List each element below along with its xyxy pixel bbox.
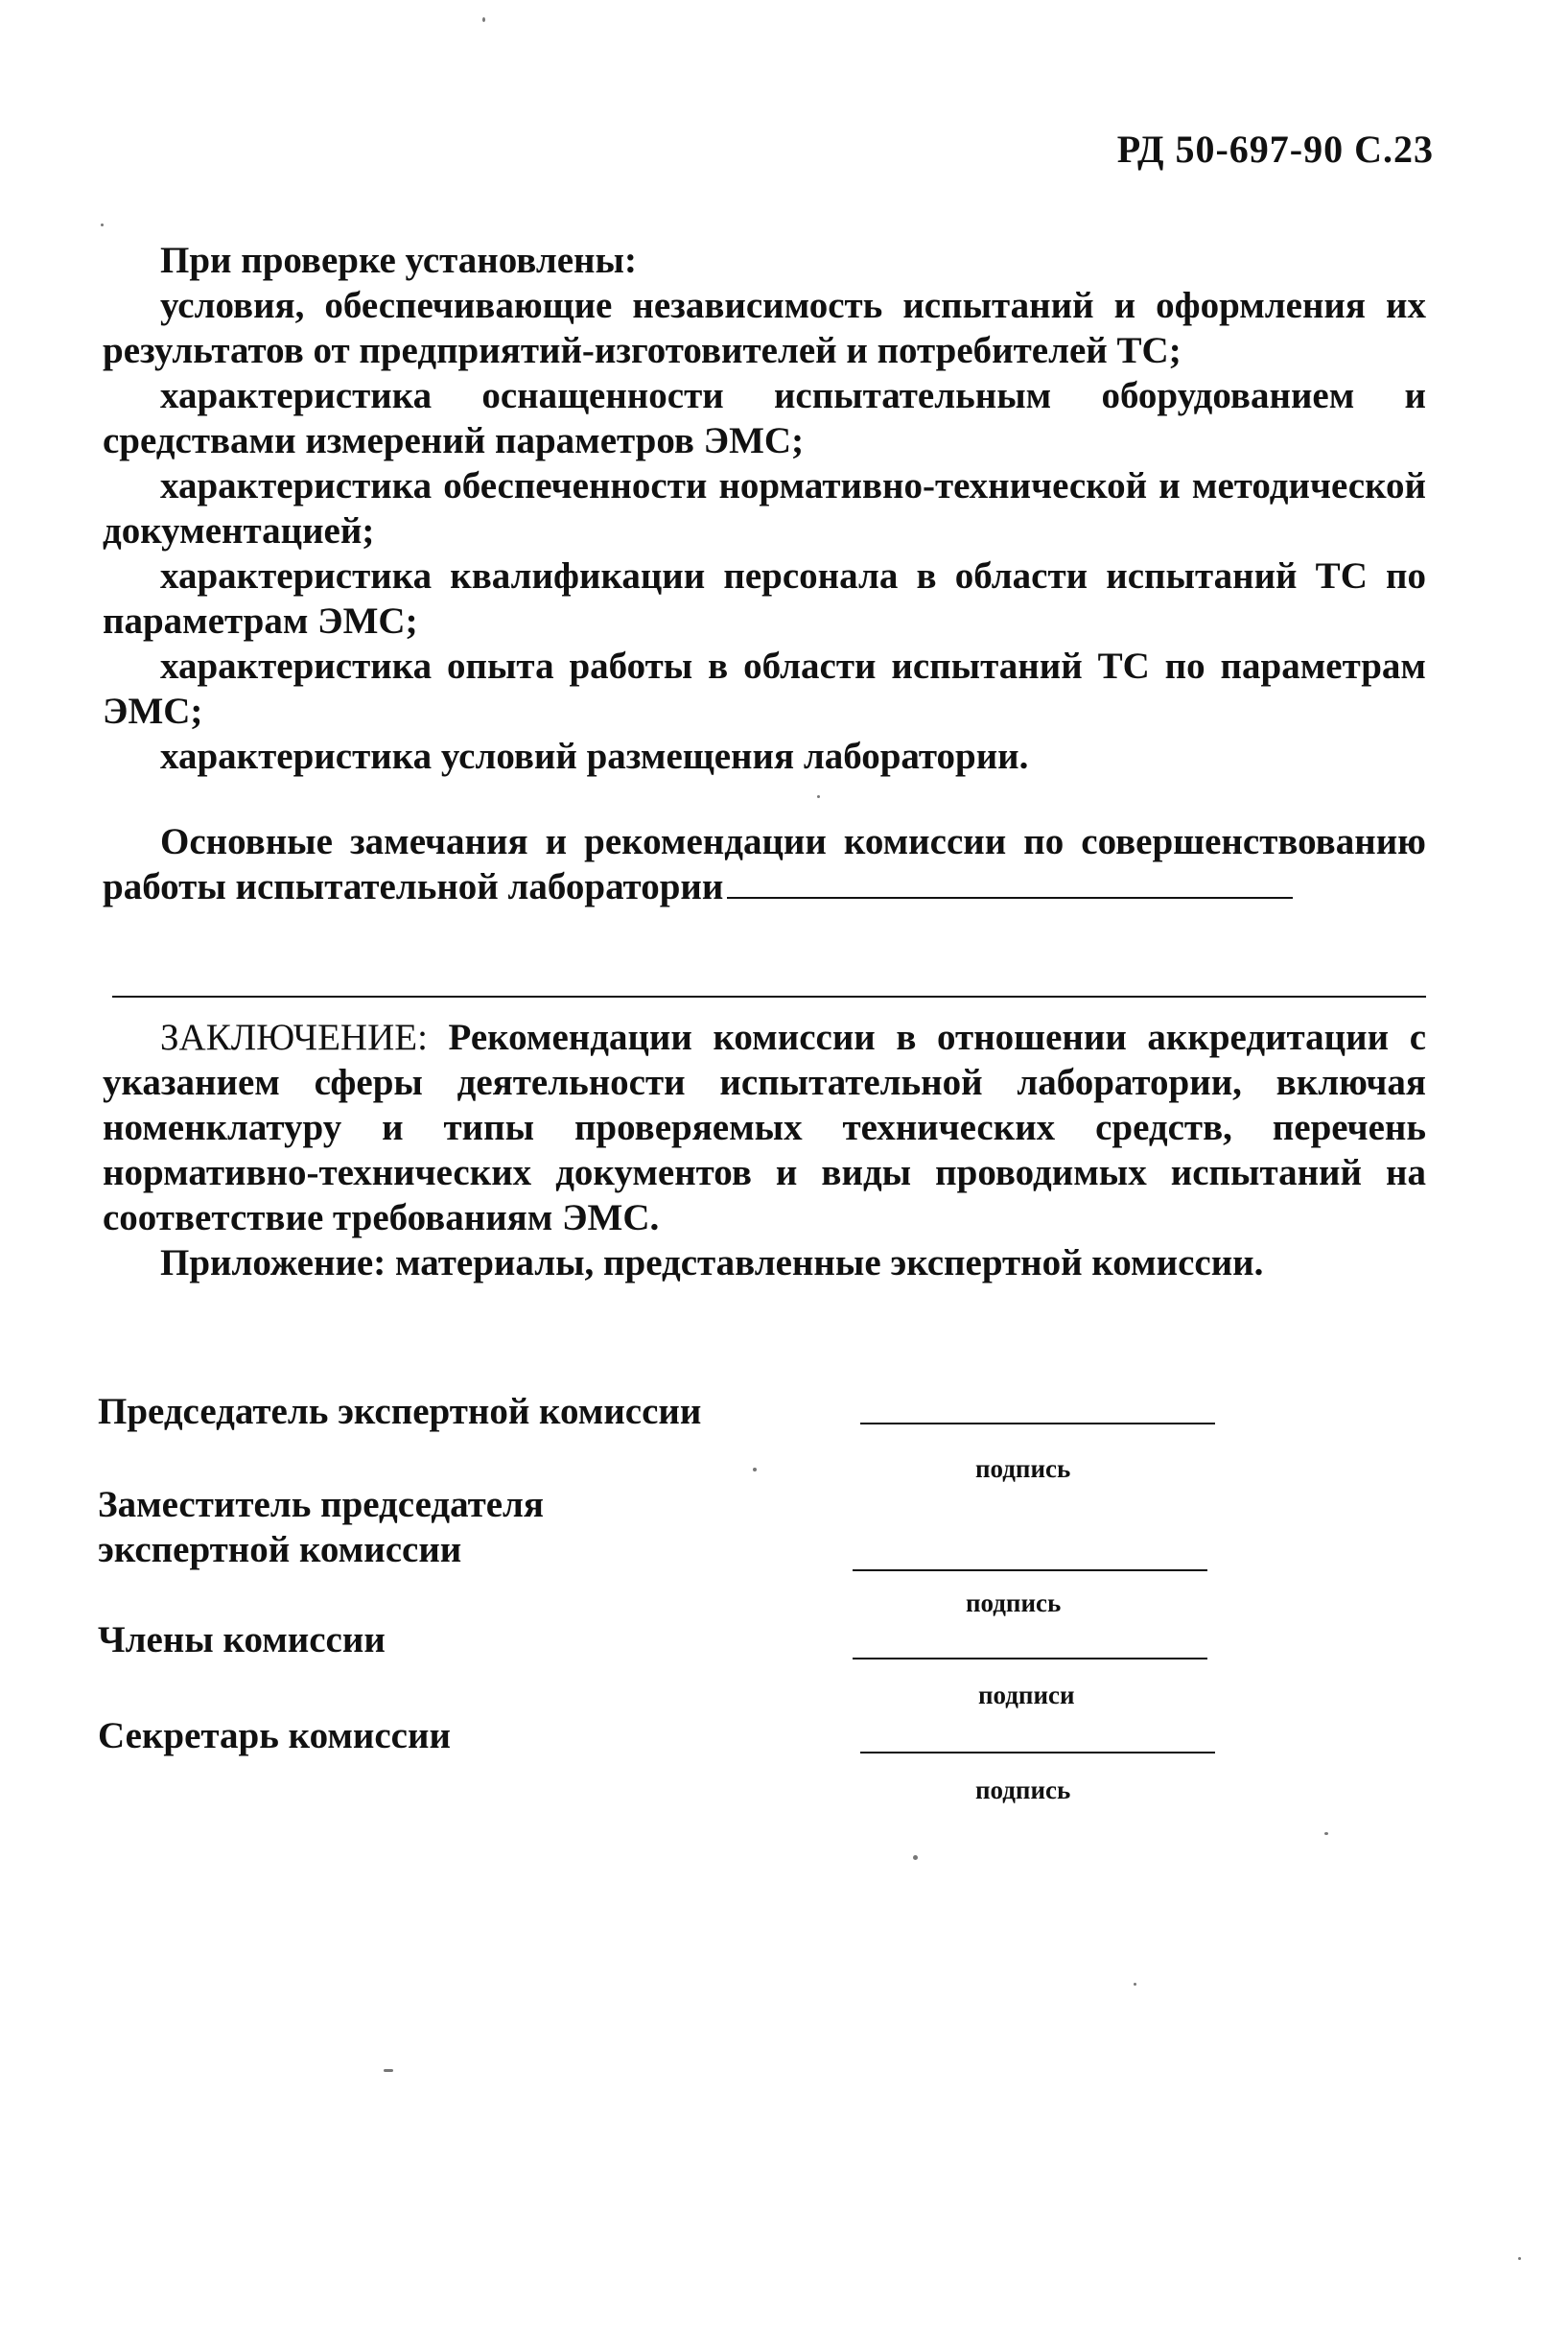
remarks-text: Основные замечания и рекомендации комиссии по совершенствованию работы испытательной лаборатории <box>103 821 1426 907</box>
signature-caption: подписи <box>978 1681 1075 1709</box>
signature-role: экспертной комиссии <box>98 1529 462 1570</box>
list-item: характеристика опыта работы в области испытаний ТС по параметрам ЭМС; <box>103 646 1426 732</box>
signature-line <box>860 1752 1215 1753</box>
list-item: характеристика условий размещения лаборатории. <box>160 736 1029 777</box>
signature-line <box>853 1658 1207 1659</box>
signature-caption: подпись <box>975 1454 1071 1483</box>
scan-speck <box>913 1855 918 1860</box>
scan-speck <box>753 1468 757 1471</box>
signature-caption: подпись <box>975 1776 1071 1804</box>
appendix-paragraph: Приложение: материалы, представленные экспертной комиссии. <box>160 1242 1264 1283</box>
remarks-fill-line <box>727 866 1293 899</box>
list-item: характеристика квалификации персонала в области испытаний ТС по параметрам ЭМС; <box>103 555 1426 642</box>
scan-speck <box>817 795 820 798</box>
signature-role: Председатель экспертной комиссии <box>98 1391 702 1432</box>
signature-line <box>853 1569 1207 1571</box>
signature-caption: подпись <box>966 1589 1062 1617</box>
scan-speck <box>101 224 104 226</box>
conclusion-label: ЗАКЛЮЧЕНИЕ: <box>160 1017 428 1058</box>
scan-speck <box>1134 1983 1136 1986</box>
scan-speck <box>384 2069 393 2072</box>
document-body <box>103 238 1426 1285</box>
scan-speck <box>1518 2257 1521 2260</box>
signature-line <box>860 1423 1215 1424</box>
remarks-paragraph <box>103 819 1426 909</box>
conclusion-text: Рекомендации комиссии в отношении аккредитации с указанием сферы деятельности испытательной лаборатории, включая номенклатуру и типы проверяемых технических средств, перечень нормативно-технических документов и виды проводимых испытаний на соответствие требованиям ЭМС. <box>103 1017 1427 1238</box>
signature-role: Члены комиссии <box>98 1619 386 1660</box>
scan-speck <box>482 17 485 22</box>
scan-speck <box>1324 1832 1328 1835</box>
list-item: характеристика обеспеченности нормативно-технической и методической документацией; <box>103 465 1426 552</box>
signature-role: Заместитель председателя <box>98 1484 545 1525</box>
list-item: характеристика оснащенности испытательным оборудованием и средствами измерений параметров ЭМС; <box>103 375 1426 461</box>
intro-paragraph: При проверке установлены: <box>160 240 637 281</box>
page-header: РД 50-697-90 С.23 <box>1116 128 1434 171</box>
remarks-fill-line-full <box>112 996 1426 998</box>
conclusion-paragraph <box>103 1015 1426 1240</box>
signature-role: Секретарь комиссии <box>98 1715 451 1756</box>
list-item: условия, обеспечивающие независимость испытаний и оформления их результатов от предприятий-изготовителей и потребителей ТС; <box>103 285 1426 371</box>
